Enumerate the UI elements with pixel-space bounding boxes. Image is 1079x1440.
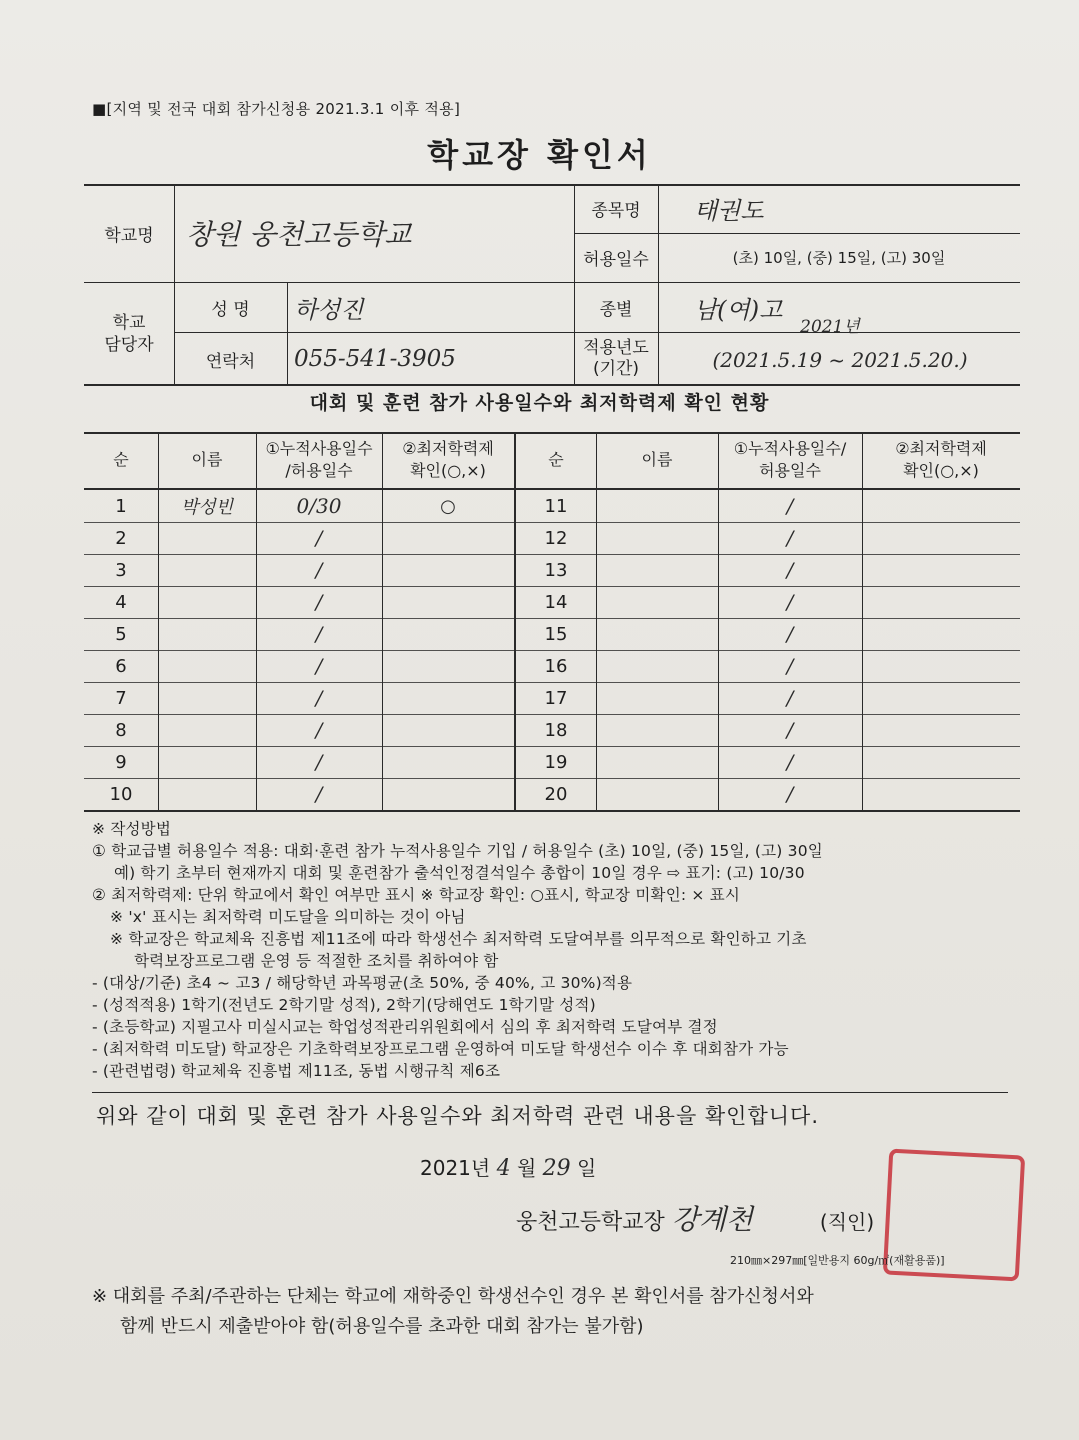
row-student-name — [596, 490, 718, 522]
row-number: 18 — [544, 719, 568, 741]
row-academic-check — [382, 714, 514, 746]
row-academic-check — [862, 586, 1020, 618]
value-school-name: 창원 웅천고등학교 — [186, 218, 412, 251]
row-student-name — [596, 554, 718, 586]
row-academic-check — [382, 650, 514, 682]
row-student-name — [596, 522, 718, 554]
note-line: 예) 학기 초부터 현재까지 대회 및 훈련참가 출석인정결석일수 총합이 10일 경우 ⇨ 표기: (고) 10/30 — [114, 864, 805, 882]
row-days-used: / — [786, 718, 794, 742]
row-student-name — [158, 714, 256, 746]
label-school-contact: 학교 담당자 — [104, 312, 154, 355]
col-header-name: 이름 — [191, 450, 223, 470]
row-days-used: / — [315, 654, 323, 678]
signing-date: 2021년 4 월 29 일 — [420, 1156, 597, 1181]
paper-spec: 210㎜×297㎜[일반용지 60g/㎡(재활용품)] — [730, 1254, 945, 1267]
row-days-used: / — [315, 718, 323, 742]
row-days-used: / — [786, 622, 794, 646]
row-number: 16 — [544, 655, 568, 677]
row-number: 4 — [115, 591, 127, 613]
form-scope-note: ■[지역 및 전국 대회 참가신청용 2021.3.1 이후 적용] — [92, 100, 461, 118]
row-days-used: / — [786, 686, 794, 710]
row-student-name — [596, 778, 718, 810]
value-year: 2021년 — [800, 316, 860, 337]
row-academic-check — [862, 714, 1020, 746]
row-days-used: / — [315, 686, 323, 710]
instructions — [92, 818, 1012, 1082]
row-student-name: 박성빈 — [180, 497, 234, 518]
row-number: 15 — [544, 623, 568, 645]
row-number: 3 — [115, 559, 127, 581]
row-days-used: / — [315, 590, 323, 614]
confirmation-statement: 위와 같이 대회 및 훈련 참가 사용일수와 최저학력 관련 내용을 확인합니다. — [96, 1104, 820, 1128]
row-days-used: / — [315, 526, 323, 550]
school-info-table — [84, 184, 1020, 386]
attendance-table — [84, 432, 1020, 812]
row-days-used: / — [786, 494, 794, 518]
row-student-name — [158, 650, 256, 682]
label-allowed-days: 허용일수 — [583, 250, 649, 270]
row-student-name — [596, 714, 718, 746]
col-header-no-2: 순 — [548, 450, 564, 470]
row-academic-check — [862, 746, 1020, 778]
row-student-name — [158, 586, 256, 618]
row-days-used: 0/30 — [296, 494, 342, 518]
value-allowed-days: (초) 10일, (중) 15일, (고) 30일 — [732, 249, 946, 267]
row-student-name — [158, 746, 256, 778]
row-academic-check — [862, 778, 1020, 810]
label-sport: 종목명 — [591, 201, 641, 221]
row-number: 14 — [544, 591, 568, 613]
row-number: 2 — [115, 527, 127, 549]
row-student-name — [596, 682, 718, 714]
note-line: ※ 학교장은 학교체육 진흥법 제11조에 따라 학생선수 최저학력 도달여부를 의무적으로 확인하고 기초 — [110, 930, 807, 948]
notes-heading: ※ 작성방법 — [92, 820, 172, 838]
row-academic-check — [382, 778, 514, 810]
row-number: 9 — [115, 751, 127, 773]
row-number: 10 — [109, 783, 133, 805]
row-student-name — [596, 618, 718, 650]
row-academic-check — [382, 586, 514, 618]
value-type: 남(여)고 — [694, 295, 783, 324]
value-contact-name: 하성진 — [294, 295, 364, 324]
row-number: 1 — [115, 495, 127, 517]
row-student-name — [596, 586, 718, 618]
col-header-no: 순 — [113, 450, 129, 470]
col-header-academic-2: ②최저학력제 확인(○,×) — [895, 439, 987, 480]
row-academic-check — [862, 490, 1020, 522]
note-line: 학력보장프로그램 운영 등 적절한 조치를 취하여야 함 — [134, 952, 499, 970]
note-line: - (초등학교) 지필고사 미실시교는 학업성적관리위원회에서 심의 후 최저학력 도달여부 결정 — [92, 1018, 718, 1036]
col-header-days-2: ①누적사용일수/ 허용일수 — [733, 439, 847, 480]
row-days-used: / — [786, 590, 794, 614]
label-name: 성 명 — [211, 299, 250, 320]
row-student-name — [596, 650, 718, 682]
status-subtitle: 대회 및 훈련 참가 사용일수와 최저학력제 확인 현황 — [309, 392, 770, 414]
footer-note: ※ 대회를 주최/주관하는 단체는 학교에 재학중인 학생선수인 경우 본 확인서를 참가신청서와 함께 반드시 제출받아야 함(허용일수를 초과한 대회 참가는 불가함) — [92, 1286, 814, 1337]
col-header-days: ①누적사용일수 /허용일수 — [265, 439, 373, 480]
row-student-name — [158, 522, 256, 554]
value-period: (2021.5.19 ~ 2021.5.20.) — [712, 348, 968, 372]
row-student-name — [158, 682, 256, 714]
value-sport: 태권도 — [694, 197, 764, 225]
row-number: 12 — [544, 527, 568, 549]
row-number: 19 — [544, 751, 568, 773]
col-header-academic: ②최저학력제 확인(○,×) — [402, 439, 494, 480]
row-number: 8 — [115, 719, 127, 741]
row-academic-check — [382, 618, 514, 650]
row-student-name — [158, 618, 256, 650]
document-title: 학교장 확인서 — [427, 136, 652, 174]
note-line: - (관련법령) 학교체육 진흥법 제11조, 동법 시행규칙 제6조 — [92, 1062, 501, 1080]
row-student-name — [596, 746, 718, 778]
note-line: - (최저학력 미도달) 학교장은 기초학력보장프로그램 운영하여 미도달 학생선수 이수 후 대회참가 가능 — [92, 1040, 789, 1058]
row-academic-check — [862, 682, 1020, 714]
row-academic-check — [862, 650, 1020, 682]
note-line: - (성적적용) 1학기(전년도 2학기말 성적), 2학기(당해연도 1학기말 성적) — [92, 996, 596, 1014]
row-number: 11 — [544, 495, 568, 517]
row-days-used: / — [786, 558, 794, 582]
row-number: 20 — [544, 783, 568, 805]
value-phone: 055-541-3905 — [294, 346, 456, 372]
row-days-used: / — [315, 558, 323, 582]
row-days-used: / — [786, 526, 794, 550]
label-type: 종별 — [599, 299, 633, 320]
row-days-used: / — [786, 654, 794, 678]
row-number: 13 — [544, 559, 568, 581]
row-academic-check — [862, 554, 1020, 586]
note-line: ② 최저학력제: 단위 학교에서 확인 여부만 표시 ※ 학교장 확인: ○표시, 학교장 미확인: × 표시 — [92, 886, 741, 904]
row-student-name — [158, 778, 256, 810]
row-number: 17 — [544, 687, 568, 709]
row-academic-check: ○ — [440, 495, 456, 517]
row-academic-check — [382, 554, 514, 586]
row-academic-check — [382, 522, 514, 554]
row-academic-check — [862, 618, 1020, 650]
note-line: ① 학교급별 허용일수 적용: 대회·훈련 참가 누적사용일수 기입 / 허용일수 (초) 10일, (중) 15일, (고) 30일 — [92, 842, 823, 860]
row-academic-check — [862, 522, 1020, 554]
row-days-used: / — [315, 782, 323, 806]
note-line: ※ 'x' 표시는 최저학력 미도달을 의미하는 것이 아님 — [110, 908, 466, 926]
row-days-used: / — [786, 782, 794, 806]
row-days-used: / — [786, 750, 794, 774]
label-school-name: 학교명 — [104, 225, 154, 246]
row-academic-check — [382, 682, 514, 714]
principal-signature: 웅천고등학교장 강계천 (직인) — [516, 1203, 875, 1236]
row-days-used: / — [315, 622, 323, 646]
label-applicable-period: 적용년도 (기간) — [583, 337, 649, 379]
note-line: - (대상/기준) 초4 ~ 고3 / 해당학년 과목평균(초 50%, 중 40%, 고 30%)적용 — [92, 974, 633, 992]
row-number: 5 — [115, 623, 127, 645]
row-days-used: / — [315, 750, 323, 774]
row-student-name — [158, 554, 256, 586]
row-academic-check — [382, 746, 514, 778]
row-number: 6 — [115, 655, 127, 677]
col-header-name-2: 이름 — [641, 450, 673, 470]
row-number: 7 — [115, 687, 127, 709]
label-phone: 연락처 — [205, 351, 256, 372]
